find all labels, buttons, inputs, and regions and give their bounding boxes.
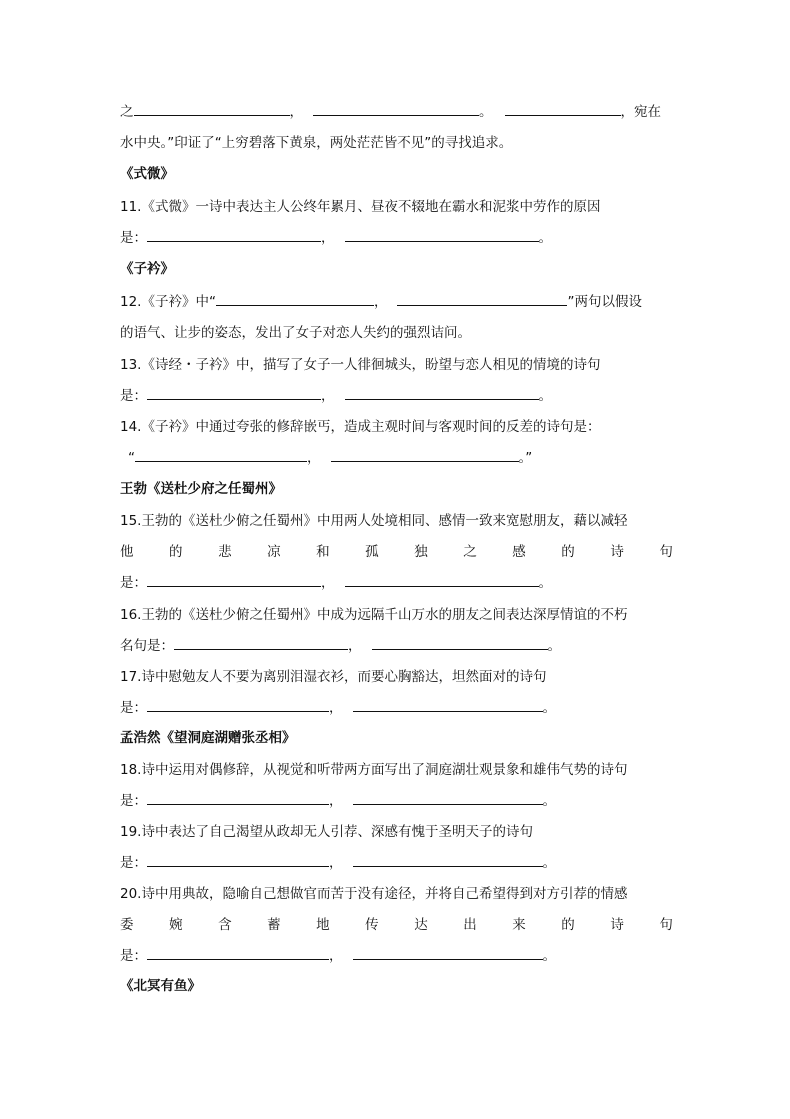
blank[interactable] bbox=[174, 635, 348, 650]
text: 。 bbox=[542, 700, 556, 716]
blank[interactable] bbox=[147, 697, 329, 712]
blank[interactable] bbox=[345, 572, 539, 587]
question-12-continued: 的语气、让步的姿态，发出了女子对恋人失约的强烈诘问。 bbox=[120, 325, 471, 341]
text: 是： bbox=[120, 855, 147, 871]
text: ， bbox=[329, 855, 343, 871]
text: 。 bbox=[542, 855, 556, 871]
spread-char: 孤 bbox=[365, 544, 379, 560]
blank[interactable] bbox=[147, 852, 329, 867]
text: 是： bbox=[120, 700, 147, 716]
spread-char: 诗 bbox=[610, 544, 624, 560]
line-zhi bbox=[120, 101, 680, 123]
blank[interactable] bbox=[135, 447, 307, 462]
question-18-answer bbox=[120, 790, 680, 812]
spread-char: 婉 bbox=[169, 917, 183, 933]
question-14-prompt: 14.《子衿》中通过夸张的修辞嵌丐，造成主观时间与客观时间的反差的诗句是： bbox=[120, 419, 601, 435]
section-heading-menghaoran: 孟浩然《望洞庭湖赠张丞相》 bbox=[120, 730, 296, 746]
text: ， bbox=[329, 793, 343, 809]
question-18-prompt: 18.诗中运用对偶修辞，从视觉和听带两方面写出了洞庭湖壮观景象和雄伟气势的诗句 bbox=[120, 762, 628, 778]
blank[interactable] bbox=[216, 291, 374, 306]
spread-char: 传 bbox=[365, 917, 379, 933]
question-20-answer bbox=[120, 945, 680, 967]
text: 名句是： bbox=[120, 638, 174, 654]
blank[interactable] bbox=[345, 385, 539, 400]
question-14-answer bbox=[120, 447, 680, 469]
spread-char: 来 bbox=[512, 917, 526, 933]
blank[interactable] bbox=[345, 227, 539, 242]
question-11-answer bbox=[120, 227, 680, 249]
question-15-prompt: 15.王勃的《送杜少俯之任蜀州》中用两人处境相同、感情一致来宽慰朋友，藉以减轻 bbox=[120, 513, 628, 529]
spread-char: 悲 bbox=[218, 544, 232, 560]
question-11-prompt: 11.《式微》一诗中表达主人公终年累月、昼夜不辍地在霸水和泥浆中劳作的原因 bbox=[120, 199, 601, 215]
text: 。” bbox=[518, 450, 533, 466]
text: 是： bbox=[120, 388, 147, 404]
question-16-prompt: 16.王勃的《送杜少俯之任蜀州》中成为远隔千山万水的朋友之间表达深厚情谊的不朽 bbox=[120, 607, 628, 623]
text: 。 bbox=[538, 575, 552, 591]
question-19-answer bbox=[120, 852, 680, 874]
text: ， bbox=[373, 294, 388, 310]
blank[interactable] bbox=[147, 385, 321, 400]
spread-char: 地 bbox=[316, 917, 330, 933]
question-15-continued bbox=[120, 541, 673, 563]
spread-char: 蓄 bbox=[267, 917, 281, 933]
section-heading-zijin: 《子衿》 bbox=[120, 261, 174, 277]
spread-char: 凉 bbox=[267, 544, 281, 560]
question-13-prompt: 13.《诗经・子衿》中，描写了女子一人徘徊城头，盼望与恋人相见的情境的诗句 bbox=[120, 357, 601, 373]
spread-char: 他 bbox=[120, 544, 134, 560]
question-17-prompt: 17.诗中慰勉友人不要为离别泪湿衣衫，而要心胸豁达，坦然面对的诗句 bbox=[120, 669, 547, 685]
text: 是： bbox=[120, 575, 147, 591]
text: ， bbox=[329, 700, 343, 716]
spread-char: 含 bbox=[218, 917, 232, 933]
blank[interactable] bbox=[331, 447, 519, 462]
spread-char: 诗 bbox=[610, 917, 624, 933]
spread-char: 感 bbox=[512, 544, 526, 560]
blank[interactable] bbox=[353, 697, 543, 712]
text: ， bbox=[329, 948, 343, 964]
text: ”两句以假设 bbox=[567, 294, 642, 310]
spread-char: 之 bbox=[463, 544, 477, 560]
blank[interactable] bbox=[134, 101, 290, 116]
blank[interactable] bbox=[147, 790, 329, 805]
line-shuizhongyang: 水中央。”印证了“上穷碧落下黄泉，两处茫茫皆不见”的寻找追求。 bbox=[120, 135, 513, 151]
section-heading-shiwei: 《式微》 bbox=[120, 166, 174, 182]
blank[interactable] bbox=[372, 635, 548, 650]
spread-char: 的 bbox=[561, 544, 575, 560]
text: 。 bbox=[479, 104, 493, 120]
spread-char: 出 bbox=[463, 917, 477, 933]
question-12-prompt bbox=[120, 291, 680, 313]
text: 。 bbox=[538, 388, 552, 404]
question-19-prompt: 19.诗中表达了自己渴望从政却无人引荐、深感有愧于圣明天子的诗句 bbox=[120, 824, 533, 840]
spread-char: 独 bbox=[414, 544, 428, 560]
blank[interactable] bbox=[147, 572, 321, 587]
spread-char: 的 bbox=[169, 544, 183, 560]
text: “ bbox=[128, 450, 135, 466]
blank[interactable] bbox=[505, 101, 621, 116]
question-20-prompt: 20.诗中用典故，隐喻自己想做官而苦于没有途径，并将自己希望得到对方引荐的情感 bbox=[120, 886, 628, 902]
text: 是： bbox=[120, 948, 147, 964]
question-13-answer bbox=[120, 385, 680, 407]
blank[interactable] bbox=[353, 852, 543, 867]
text: 是： bbox=[120, 230, 147, 246]
blank[interactable] bbox=[313, 101, 479, 116]
section-heading-beiming: 《北冥有鱼》 bbox=[120, 978, 201, 994]
text: 。 bbox=[542, 948, 556, 964]
text: 。 bbox=[542, 793, 556, 809]
question-15-answer bbox=[120, 572, 680, 594]
spread-char: 的 bbox=[561, 917, 575, 933]
text: ， bbox=[307, 450, 321, 466]
spread-char: 和 bbox=[316, 544, 330, 560]
blank[interactable] bbox=[147, 227, 321, 242]
text: 之 bbox=[120, 104, 134, 120]
text: ，宛在 bbox=[620, 104, 661, 120]
spread-char: 达 bbox=[414, 917, 428, 933]
text: 。 bbox=[547, 638, 561, 654]
blank[interactable] bbox=[397, 291, 567, 306]
text: ， bbox=[321, 388, 335, 404]
blank[interactable] bbox=[353, 790, 543, 805]
question-16-answer bbox=[120, 635, 680, 657]
text: 12.《子衿》中“ bbox=[120, 294, 216, 310]
text: ， bbox=[321, 230, 335, 246]
text: ， bbox=[321, 575, 335, 591]
question-17-answer bbox=[120, 697, 680, 719]
spread-char: 句 bbox=[659, 544, 673, 560]
text: ， bbox=[289, 104, 303, 120]
spread-char: 句 bbox=[659, 917, 673, 933]
text: 是： bbox=[120, 793, 147, 809]
text: 。 bbox=[538, 230, 552, 246]
text: ， bbox=[348, 638, 362, 654]
spread-char: 委 bbox=[120, 917, 134, 933]
section-heading-wangbo: 王勃《送杜少府之任蜀州》 bbox=[120, 481, 282, 497]
blank[interactable] bbox=[353, 945, 543, 960]
blank[interactable] bbox=[147, 945, 329, 960]
question-20-continued bbox=[120, 914, 673, 936]
